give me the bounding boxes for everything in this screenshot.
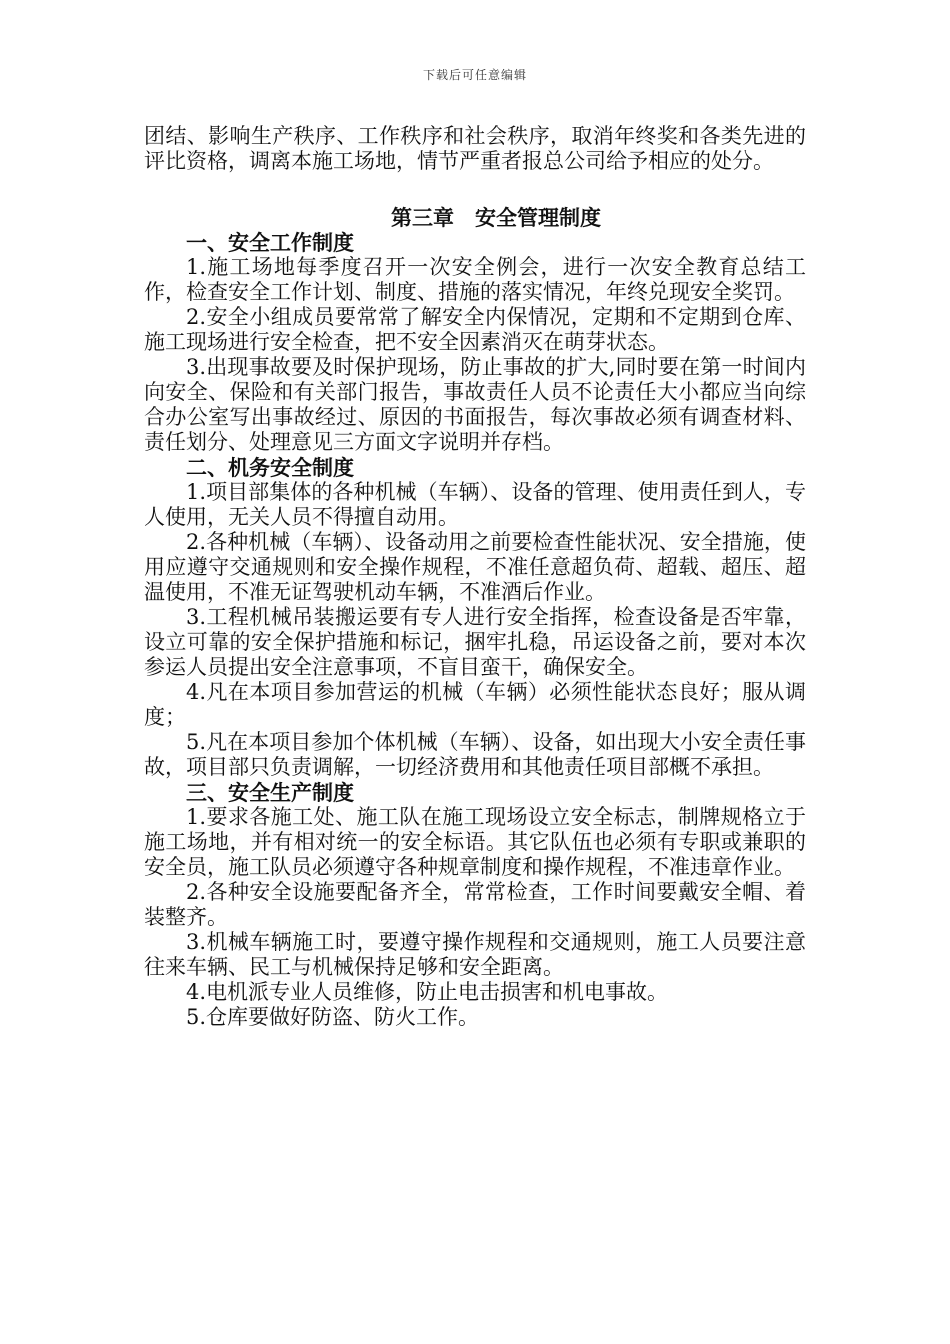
- section-item: 5.凡在本项目参加个体机械（车辆）、设备，如出现大小安全责任事故，项目部只负责调解，一切经济费用和其他责任项目部概不承担。: [144, 730, 806, 779]
- section-machinery-safety: [144, 455, 806, 780]
- section-item: 1.项目部集体的各种机械（车辆）、设备的管理、使用责任到人，专人使用，无关人员不得擅自动用。: [144, 480, 806, 529]
- section-item: 4.电机派专业人员维修，防止电击损害和机电事故。: [186, 980, 669, 1004]
- section-item: 2.各种安全设施要配备齐全，常常检查，工作时间要戴安全帽、着装整齐。: [144, 880, 806, 929]
- intro-paragraph: 团结、影响生产秩序、工作秩序和社会秩序，取消年终奖和各类先进的评比资格，调离本施工场地，情节严重者报总公司给予相应的处分。: [144, 124, 806, 173]
- chapter-title: 第三章 安全管理制度: [391, 205, 601, 230]
- section-safety-work: [144, 230, 806, 455]
- section-production-safety: [144, 780, 806, 1030]
- section-item: 5.仓库要做好防盗、防火工作。: [186, 1005, 480, 1029]
- section-item: 3.出现事故要及时保护现场，防止事故的扩大,同时要在第一时间内向安全、保险和有关部门报告，事故责任人员不论责任大小都应当向综合办公室写出事故经过、原因的书面报告，每次事故必须有调查材料、责任划分、处理意见三方面文字说明并存档。: [144, 355, 806, 454]
- section-heading: 一、安全工作制度: [186, 230, 354, 255]
- document-body: [144, 124, 806, 1030]
- section-heading: 二、机务安全制度: [186, 455, 354, 480]
- section-item: 2.各种机械（车辆）、设备动用之前要检查性能状况、安全措施，使用应遵守交通规则和安全操作规程，不准任意超负荷、超载、超压、超温使用，不准无证驾驶机动车辆，不准酒后作业。: [144, 530, 806, 604]
- section-heading: 三、安全生产制度: [186, 780, 354, 805]
- section-item: 2.安全小组成员要常常了解安全内保情况，定期和不定期到仓库、施工现场进行安全检查，把不安全因素消灭在萌芽状态。: [144, 305, 806, 354]
- page-header-note: 下载后可任意编辑: [422, 68, 527, 82]
- section-item: 4.凡在本项目参加营运的机械（车辆）必须性能状态良好；服从调度；: [144, 680, 806, 729]
- section-item: 1.要求各施工处、施工队在施工现场设立安全标志，制牌规格立于施工场地，并有相对统一的安全标语。其它队伍也必须有专职或兼职的安全员，施工队员必须遵守各种规章制度和操作规程，不准违章作业。: [144, 805, 806, 879]
- section-item: 3.工程机械吊装搬运要有专人进行安全指挥，检查设备是否牢靠，设立可靠的安全保护措施和标记，捆牢扎稳，吊运设备之前，要对本次参运人员提出安全注意事项，不盲目蛮干，确保安全。: [144, 605, 806, 679]
- section-item: 1.施工场地每季度召开一次安全例会，进行一次安全教育总结工作，检查安全工作计划、制度、措施的落实情况，年终兑现安全奖罚。: [144, 255, 806, 304]
- section-item: 3.机械车辆施工时，要遵守操作规程和交通规则，施工人员要注意往来车辆、民工与机械保持足够和安全距离。: [144, 930, 806, 979]
